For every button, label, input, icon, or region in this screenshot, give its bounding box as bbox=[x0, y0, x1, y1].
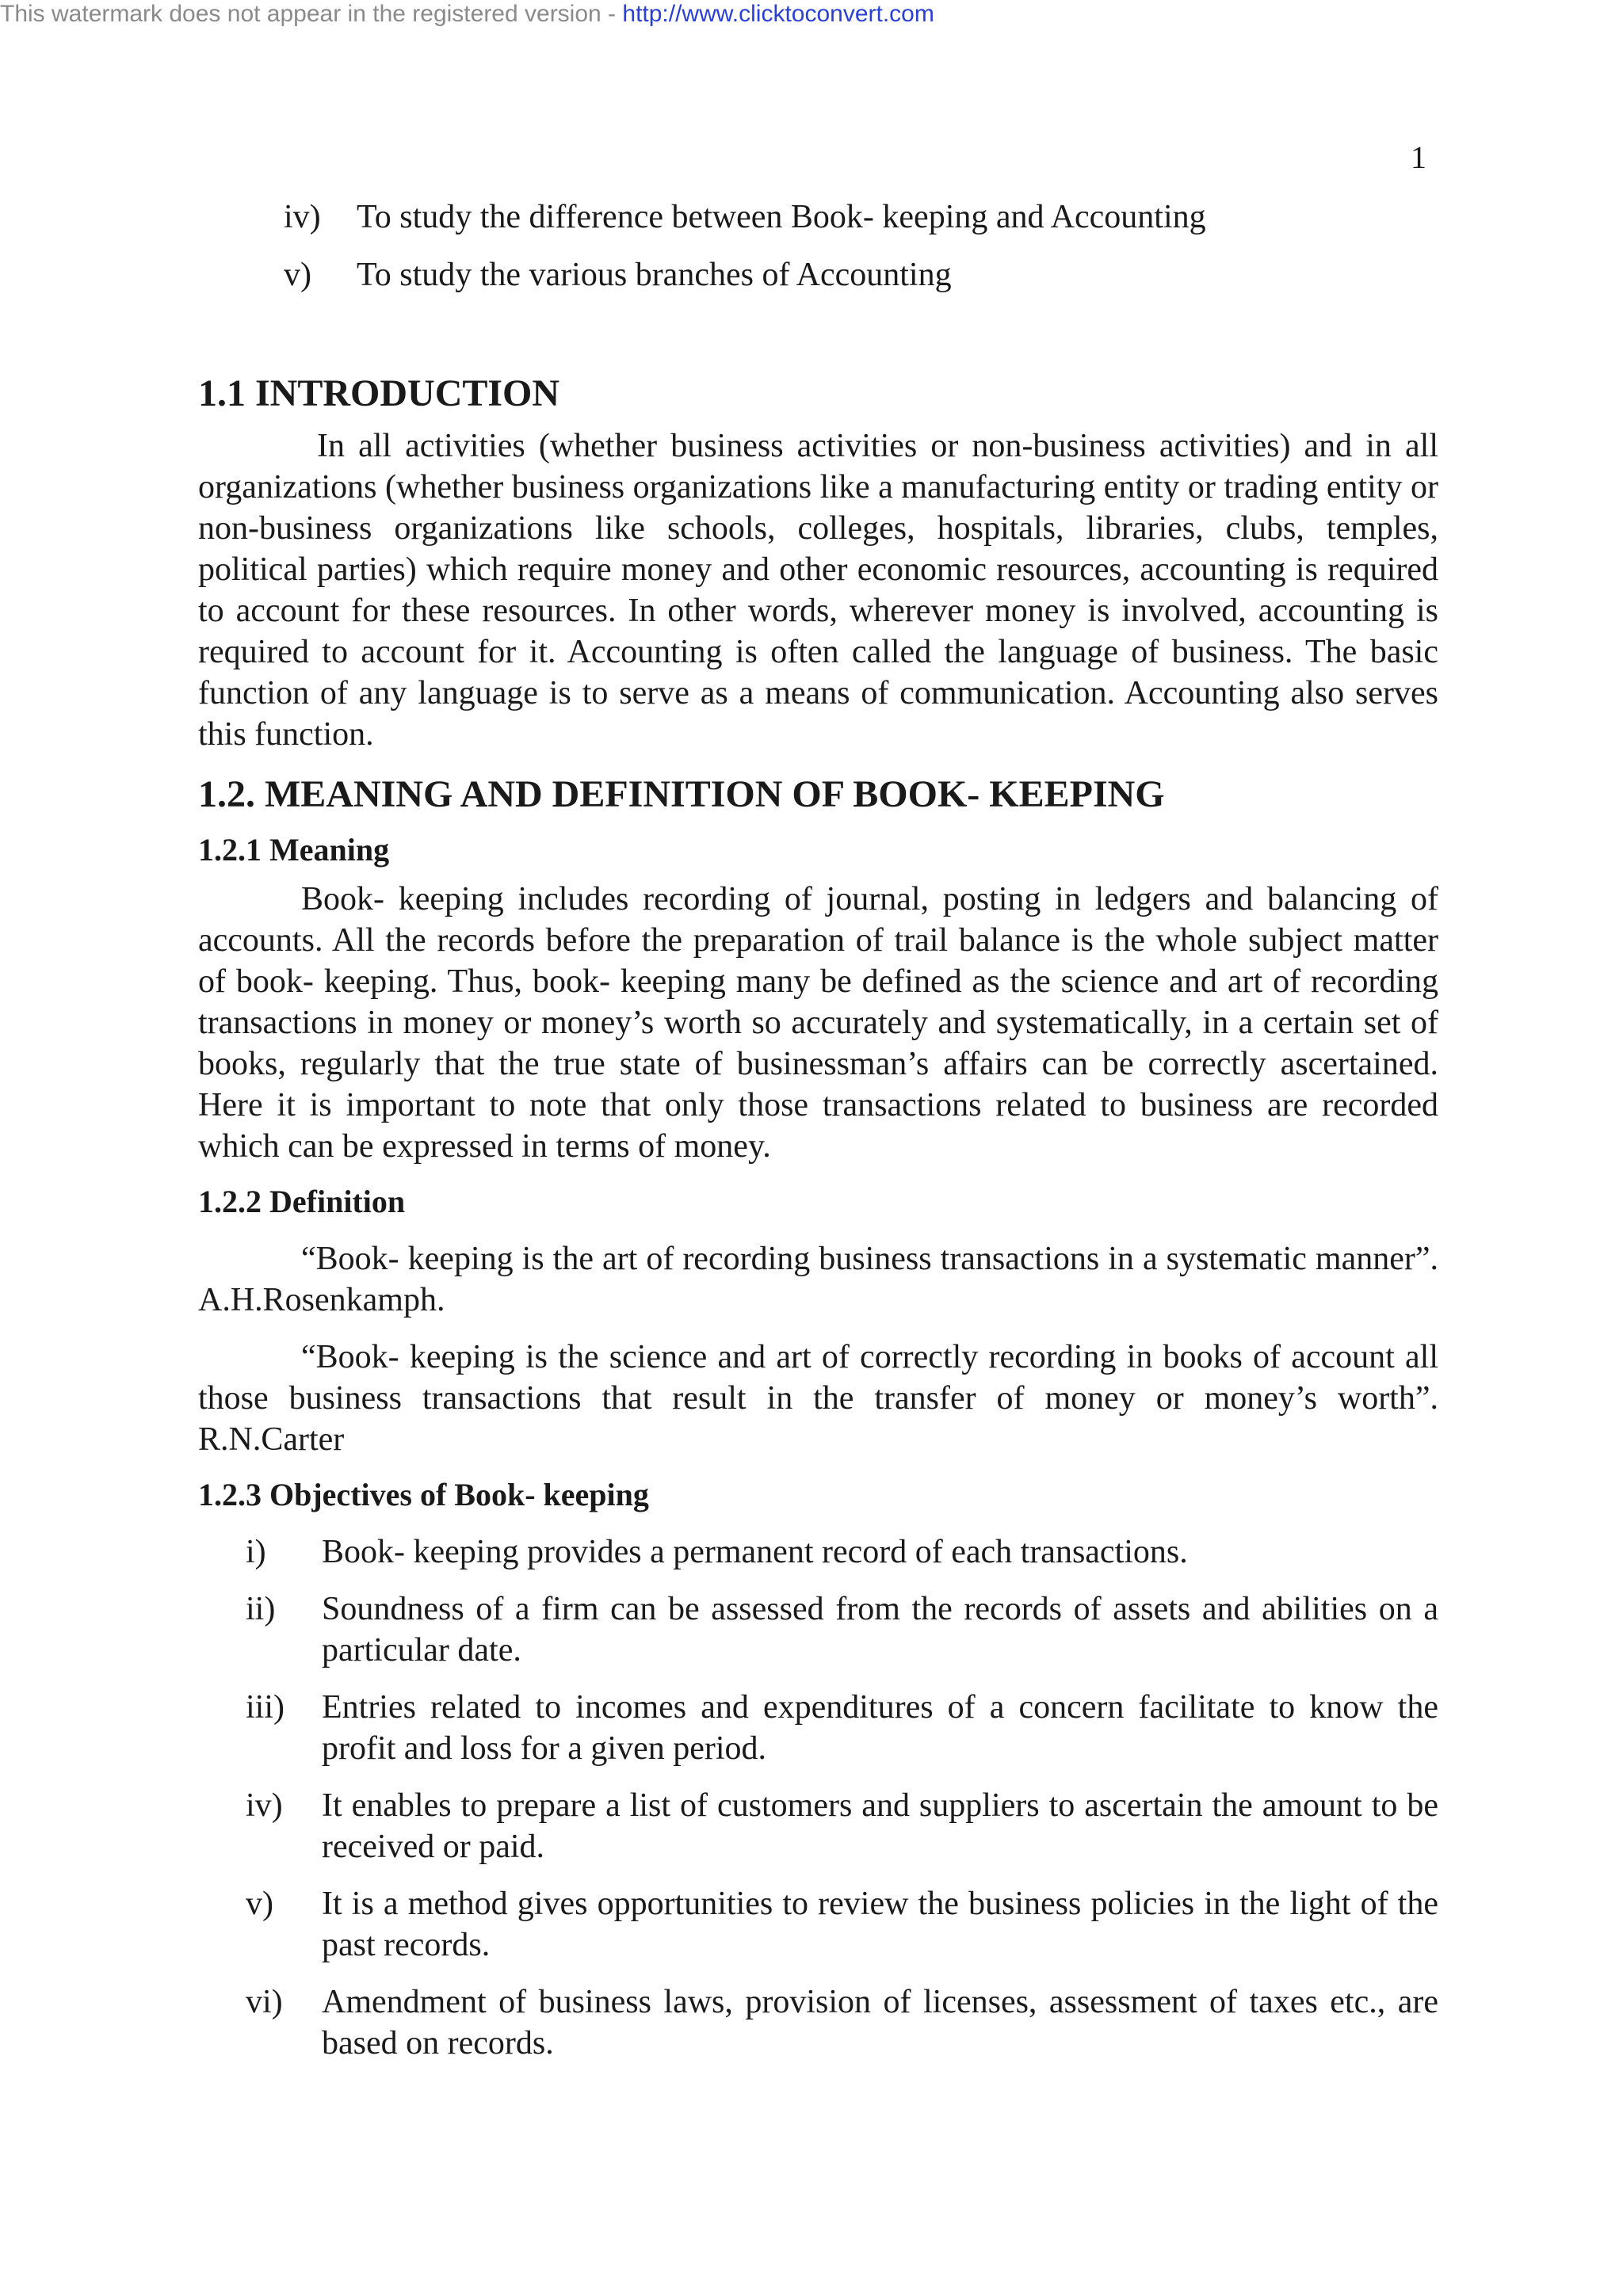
list-item-number: i) bbox=[246, 1534, 266, 1570]
definition-quote-carter: “Book- keeping is the science and art of correctly recording in books of account all those business transactions that result in the transfer of money or money’s worth”. R.N.Carter bbox=[198, 1339, 1438, 1458]
list-item-number: ii) bbox=[246, 1591, 276, 1627]
page-number: 1 bbox=[1411, 139, 1426, 175]
meaning-paragraph: Book- keeping includes recording of journal, posting in ledgers and balancing of accounts. All the records before the preparation of trail balance is the whole subject matter of book- keeping. Thus, book- keeping many be defined as the science and art of recording transactions in money or money’s worth so accurately and systematically, in a certain set of books, regularly that the true state of businessman’s affairs can be correctly ascertained. Here it is important to note that only those transactions related to business are recorded which can be expressed in terms of money. bbox=[198, 881, 1438, 1165]
list-item bbox=[198, 1687, 1438, 1769]
list-item bbox=[198, 1883, 1438, 1966]
list-item-number: iv) bbox=[284, 199, 321, 235]
definition-quote-rosenkamph: “Book- keeping is the art of recording business transactions in a systematic manner”. A.H.Rosenkamph. bbox=[198, 1241, 1438, 1318]
watermark-banner bbox=[0, 0, 934, 29]
list-item-text: To study the difference between Book- keeping and Accounting bbox=[357, 199, 1206, 235]
list-item bbox=[198, 1589, 1438, 1671]
list-item bbox=[198, 1785, 1438, 1867]
subsection-heading-definition: 1.2.2 Definition bbox=[198, 1184, 406, 1219]
list-item-text: Book- keeping provides a permanent record of each transactions. bbox=[322, 1534, 1188, 1570]
list-item-text: Soundness of a firm can be assessed from the records of assets and abilities on a particular date. bbox=[322, 1591, 1438, 1669]
list-item-number: vi) bbox=[246, 1984, 283, 2020]
subsection-heading-meaning: 1.2.1 Meaning bbox=[198, 832, 390, 868]
objectives-list bbox=[198, 1531, 1438, 2064]
list-item-text: It is a method gives opportunities to review the business policies in the light of the past records. bbox=[322, 1886, 1438, 1963]
list-item-number: v) bbox=[246, 1886, 273, 1922]
list-item-text: To study the various branches of Accounting bbox=[357, 257, 952, 293]
list-item-number: iii) bbox=[246, 1689, 285, 1726]
objectives-continuation-list bbox=[284, 189, 1438, 304]
watermark-text: This watermark does not appear in the registered version - bbox=[0, 1, 623, 27]
watermark-link[interactable]: http://www.clicktoconvert.com bbox=[622, 1, 934, 27]
list-item bbox=[198, 1981, 1438, 2064]
list-item-text: It enables to prepare a list of customers and suppliers to ascertain the amount to be received or paid. bbox=[322, 1787, 1438, 1865]
list-item-text: Entries related to incomes and expenditures of a concern facilitate to know the profit and loss for a given period. bbox=[322, 1689, 1438, 1767]
page-content bbox=[198, 189, 1438, 2080]
section-heading-meaning-definition: 1.2. MEANING AND DEFINITION OF BOOK- KEEPING bbox=[198, 773, 1165, 815]
list-item-text: Amendment of business laws, provision of licenses, assessment of taxes etc., are based on records. bbox=[322, 1984, 1438, 2061]
list-item bbox=[284, 189, 1438, 246]
introduction-paragraph: In all activities (whether business activities or non-business activities) and in all organizations (whether business organizations like a manufacturing entity or trading entity or non-business organizations like schools, colleges, hospitals, libraries, clubs, temples, political parties) which require money and other economic resources, accounting is required to account for these resources. In other words, wherever money is involved, accounting is required to account for it. Accounting is often called the language of business. The basic function of any language is to serve as a means of communication. Accounting also serves this function. bbox=[198, 428, 1438, 753]
list-item-number: iv) bbox=[246, 1787, 283, 1824]
list-item-number: v) bbox=[284, 257, 311, 293]
list-item bbox=[284, 246, 1438, 304]
section-heading-introduction: 1.1 INTRODUCTION bbox=[198, 372, 560, 414]
subsection-heading-objectives: 1.2.3 Objectives of Book- keeping bbox=[198, 1477, 649, 1512]
list-item bbox=[198, 1531, 1438, 1573]
